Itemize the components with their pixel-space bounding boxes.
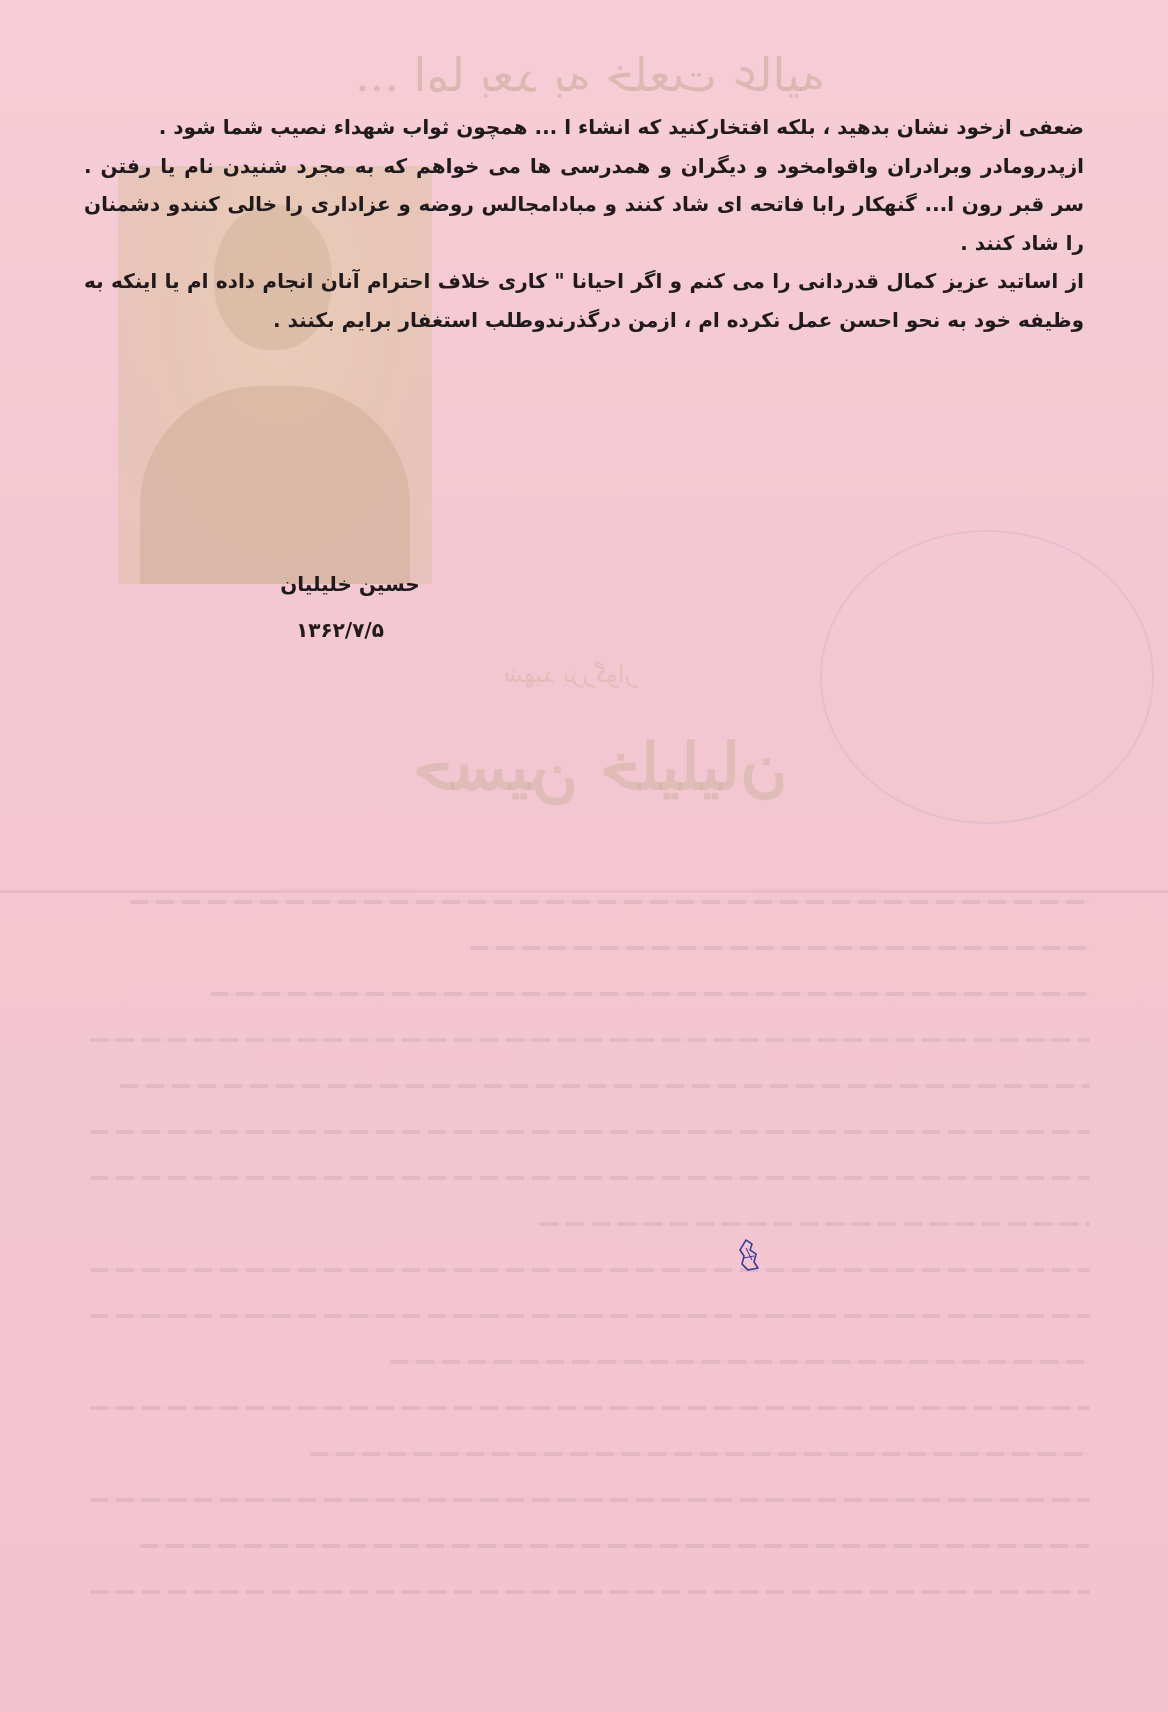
ghost-line (540, 1222, 1090, 1226)
ghost-line (90, 1130, 1090, 1134)
paragraph-3: از اساتید عزیز کمال قدردانی را می کنم و اگر احیانا " کاری خلاف احترام آنان انجام داده ام یا اینکه به وظیفه خود به نحو احسن عمل نکرده ام ، ازمن درگذرندوطلب استغفار برایم بکنند . (84, 269, 1084, 332)
letter-date: ۱۳۶۲/۷/۵ (296, 618, 384, 642)
bleed-through-name: حسین خلیلیان (412, 730, 788, 805)
ghost-line (90, 1268, 1090, 1272)
ghost-line (310, 1452, 1090, 1456)
ghost-line (210, 992, 1090, 996)
ghost-line (90, 1406, 1090, 1410)
bleed-through-text-block (90, 900, 1090, 1636)
ghost-line (390, 1360, 1090, 1364)
ghost-line (90, 1498, 1090, 1502)
ghost-line (90, 1176, 1090, 1180)
photo-shoulders (140, 386, 410, 584)
paper-fold (0, 890, 1168, 893)
ghost-line (140, 1544, 1090, 1548)
ghost-line (130, 900, 1090, 904)
ghost-line (90, 1038, 1090, 1042)
bleed-through-subheading: شهید بزرگوار (503, 660, 637, 688)
ghost-line (90, 1314, 1090, 1318)
ghost-line (90, 1590, 1090, 1594)
paragraph-1: ضعفی ازخود نشان بدهید ، بلکه افتخارکنید که انشاء ا ... همچون ثواب شهداء نصیب شما شود . (158, 115, 1084, 139)
paragraph-2: ازپدرومادر وبرادران واقوامخود و دیگران و همدرسی ها می خواهم که به مجرد شنیدن نام یا رفتن . سر قبر رون ا... گنهکار رابا فاتحه ای شاد کنند و مبادامجالس روضه و عزاداری را خالی کنندو دشمنان را شاد کنند . (84, 153, 1084, 255)
bleed-through-heading: ... اما بعد به خلعت عالیه (354, 48, 826, 102)
ghost-line (120, 1084, 1090, 1088)
signature-name: حسین خلیلیان (280, 572, 420, 596)
blue-ink-mark-icon (738, 1238, 760, 1272)
ghost-line (470, 946, 1090, 950)
letter-body (84, 108, 1084, 339)
